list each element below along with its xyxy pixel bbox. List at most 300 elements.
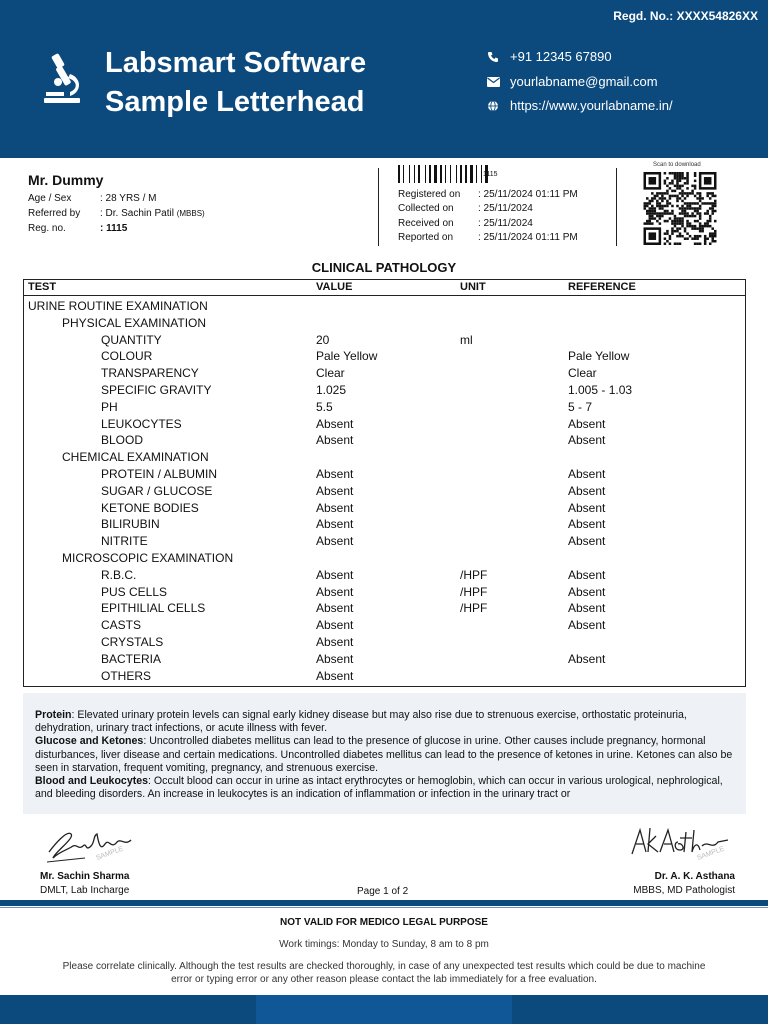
- table-row: [24, 315, 745, 332]
- cell-value: Absent: [316, 618, 354, 633]
- table-row: [24, 651, 745, 668]
- qr-module: [711, 202, 714, 205]
- qr-module: [701, 202, 704, 205]
- qr-module: [699, 212, 702, 215]
- protein-label: Protein: [35, 709, 72, 721]
- qr-module: [686, 202, 689, 205]
- registration-number: Regd. No.: XXXX54826XX: [613, 9, 758, 23]
- date-value: : 25/11/2024 01:11 PM: [478, 232, 578, 244]
- qr-module: [646, 222, 649, 225]
- qr-module: [704, 202, 707, 205]
- cell-test: URINE ROUTINE EXAMINATION: [28, 299, 208, 313]
- qr-module: [704, 212, 707, 215]
- qr-module: [676, 217, 679, 220]
- cell-value: Absent: [316, 651, 354, 666]
- qr-module: [666, 190, 669, 193]
- qr-module: [694, 237, 697, 240]
- qr-module: [669, 217, 672, 220]
- qr-module: [714, 200, 717, 203]
- qr-module: [681, 177, 684, 180]
- qr-module: [649, 215, 652, 218]
- qr-module: [674, 220, 677, 223]
- qr-module: [679, 212, 682, 215]
- glucose-note: [35, 735, 734, 775]
- referred-suffix: (MBBS): [176, 209, 205, 218]
- qr-code[interactable]: [642, 172, 718, 245]
- qr-module: [686, 207, 689, 210]
- qr-module: [681, 235, 684, 238]
- qr-module: [711, 195, 714, 198]
- cell-test: PUS CELLS: [101, 584, 168, 599]
- table-row: [24, 298, 745, 315]
- qr-module: [699, 192, 702, 195]
- table-row: [24, 483, 745, 500]
- qr-module: [711, 240, 714, 243]
- qr-module: [696, 197, 699, 200]
- cell-unit: /HPF: [460, 601, 488, 616]
- age-sex-row: [28, 191, 368, 206]
- barcode-bar: [478, 165, 480, 183]
- qr-module: [709, 220, 712, 223]
- table-row: [24, 516, 745, 533]
- qr-module: [674, 172, 677, 175]
- referred-label: Referred by: [28, 208, 81, 219]
- footer-divider: [0, 900, 768, 906]
- scan-label: Scan to download: [653, 162, 701, 168]
- qr-module: [711, 212, 714, 215]
- date-label: Received on: [398, 217, 454, 229]
- barcode-bar: [465, 165, 467, 183]
- qr-module: [709, 242, 712, 245]
- date-value: : 25/11/2024: [478, 203, 533, 215]
- qr-module: [661, 212, 664, 215]
- cell-reference: Absent: [568, 534, 606, 549]
- cell-test: COLOUR: [101, 349, 153, 364]
- qr-module: [651, 212, 654, 215]
- qr-module: [654, 195, 657, 198]
- qr-module: [709, 197, 712, 200]
- qr-module: [714, 220, 717, 223]
- qr-module: [681, 225, 684, 228]
- qr-module: [711, 227, 714, 230]
- cell-test: LEUKOCYTES: [101, 416, 182, 431]
- watermark-right: SAMPLE: [696, 845, 726, 862]
- left-signatory-title: DMLT, Lab Incharge: [40, 885, 130, 896]
- barcode-bar: [432, 165, 433, 183]
- qr-module: [679, 185, 682, 188]
- patient-name: Mr. Dummy: [28, 172, 104, 188]
- results-table: [23, 279, 746, 687]
- qr-module: [654, 197, 657, 200]
- qr-module: [649, 210, 652, 213]
- referred-value: : Dr. Sachin Patil: [100, 208, 174, 219]
- cell-value: Absent: [316, 584, 354, 599]
- qr-module: [679, 235, 682, 238]
- page-number: Page 1 of 2: [357, 886, 409, 897]
- qr-module: [671, 232, 674, 235]
- qr-module: [654, 207, 657, 210]
- left-signatory-name: Mr. Sachin Sharma: [40, 871, 130, 882]
- cell-reference: Absent: [568, 584, 606, 599]
- qr-module: [676, 222, 679, 225]
- qr-module: [691, 190, 694, 193]
- qr-module: [694, 242, 697, 245]
- qr-module: [659, 222, 662, 225]
- glucose-text: : Uncontrolled diabetes mellitus can lead to the presence of glucose in urine. Other causes include pregnancy, hormonal disturbances, liver disease and certain medications. Uncontrolled diabetes mellitus can lead to the presence of ketones in urine. Ketones can also be seen in starvation, frequent vomiting, pregnancy, and strenuous exercise.: [35, 735, 733, 774]
- qr-module: [709, 202, 712, 205]
- age-sex-value: : 28 YRS / M: [100, 193, 157, 204]
- qr-module: [706, 202, 709, 205]
- qr-module: [664, 182, 667, 185]
- qr-module: [699, 242, 702, 245]
- qr-module: [676, 177, 679, 180]
- cell-reference: Absent: [568, 500, 606, 515]
- qr-module: [689, 205, 692, 208]
- qr-module: [704, 222, 707, 225]
- qr-module: [676, 205, 679, 208]
- cell-value: Absent: [316, 567, 354, 582]
- qr-module: [706, 225, 709, 228]
- qr-module: [696, 242, 699, 245]
- qr-module: [681, 175, 684, 178]
- qr-module: [714, 202, 717, 205]
- qr-module: [684, 227, 687, 230]
- qr-module: [656, 212, 659, 215]
- qr-module: [676, 220, 679, 223]
- qr-module: [651, 197, 654, 200]
- contact-phone: [484, 49, 612, 64]
- table-row: [24, 365, 745, 382]
- qr-module: [694, 202, 697, 205]
- barcode-bar: [398, 165, 400, 183]
- qr-module: [686, 180, 689, 183]
- qr-module: [684, 207, 687, 210]
- qr-module: [656, 200, 659, 203]
- qr-module: [679, 197, 682, 200]
- cell-test: KETONE BODIES: [101, 500, 199, 515]
- qr-module: [649, 220, 652, 223]
- cell-value: 5.5: [316, 399, 333, 414]
- qr-module: [676, 180, 679, 183]
- qr-module: [701, 227, 704, 230]
- qr-module: [674, 215, 677, 218]
- qr-module: [661, 195, 664, 198]
- cell-value: Absent: [316, 467, 354, 481]
- qr-module: [701, 197, 704, 200]
- qr-module: [681, 195, 684, 198]
- blood-label: Blood and Leukocytes: [35, 775, 149, 788]
- qr-module: [676, 235, 679, 238]
- reg-value: : 1115: [100, 223, 128, 234]
- qr-module: [659, 205, 662, 208]
- qr-module: [699, 235, 702, 238]
- qr-module: [699, 222, 702, 225]
- qr-module: [686, 182, 689, 185]
- qr-module: [681, 212, 684, 215]
- qr-module: [659, 202, 662, 205]
- qr-module: [649, 202, 652, 205]
- table-row: [24, 550, 745, 567]
- qr-module: [676, 195, 679, 198]
- cell-test: BACTERIA: [101, 651, 162, 666]
- qr-module: [706, 222, 709, 225]
- qr-module: [659, 192, 662, 195]
- table-row: [24, 600, 745, 617]
- qr-module: [706, 220, 709, 223]
- qr-module: [646, 210, 649, 213]
- qr-module: [704, 242, 707, 245]
- qr-module: [671, 182, 674, 185]
- referred-row: [28, 206, 368, 221]
- qr-module: [681, 210, 684, 213]
- qr-module: [661, 192, 664, 195]
- qr-module: [651, 215, 654, 218]
- protein-text: : Elevated urinary protein levels can signal early kidney disease but may also rise due to strenuous exercise, orthostatic proteinuria, dehydration, urinary tract infections, or acute illness with fever.: [35, 709, 687, 735]
- barcode-bar: [468, 165, 469, 183]
- qr-module: [679, 222, 682, 225]
- cell-test: BLOOD: [101, 433, 144, 448]
- barcode-bar: [434, 165, 437, 183]
- footer-divider-thin: [0, 907, 768, 908]
- cell-test: CASTS: [101, 618, 142, 633]
- qr-module: [691, 192, 694, 195]
- qr-module: [651, 200, 654, 203]
- qr-module: [659, 197, 662, 200]
- cell-unit: ml: [460, 332, 473, 347]
- cell-value: Absent: [316, 635, 354, 649]
- disclaimer: Please correlate clinically. Although the test results are checked thoroughly, in case of any unexpected test results which could be due to machine error or typing error or any other reason please contact the lab immediately for a free evaluation.: [62, 961, 706, 985]
- barcode-bar: [476, 165, 477, 183]
- qr-module: [686, 225, 689, 228]
- barcode-bar: [421, 165, 424, 183]
- qr-module: [664, 237, 667, 240]
- age-sex-label: Age / Sex: [28, 193, 72, 204]
- barcode-bar: [445, 165, 446, 183]
- qr-module: [696, 212, 699, 215]
- mail-icon: [484, 75, 502, 89]
- barcode-bar: [427, 165, 428, 183]
- cell-test: R.B.C.: [101, 567, 137, 582]
- qr-module: [679, 207, 682, 210]
- cell-reference: Absent: [568, 618, 606, 633]
- barcode-bar: [470, 165, 473, 183]
- qr-module: [684, 202, 687, 205]
- qr-module: [691, 212, 694, 215]
- qr-module: [669, 197, 672, 200]
- website-text: https://www.yourlabname.in/: [510, 98, 673, 113]
- qr-module: [661, 207, 664, 210]
- qr-module: [664, 197, 667, 200]
- qr-module: [669, 172, 672, 175]
- qr-module: [706, 212, 709, 215]
- divider-left: [378, 168, 379, 246]
- qr-module: [681, 172, 684, 175]
- table-row: [24, 533, 745, 550]
- work-timings: Work timings: Monday to Sunday, 8 am to 8 pm: [279, 939, 489, 950]
- cell-reference: Absent: [568, 433, 606, 448]
- qr-module: [656, 202, 659, 205]
- qr-module: [674, 175, 677, 178]
- qr-module: [669, 202, 672, 205]
- date-label: Registered on: [398, 188, 461, 200]
- qr-module: [704, 225, 707, 228]
- cell-test: SPECIFIC GRAVITY: [101, 383, 212, 397]
- qr-module: [649, 177, 657, 185]
- qr-module: [664, 220, 667, 223]
- qr-module: [644, 222, 647, 225]
- cell-unit: /HPF: [460, 584, 488, 599]
- qr-module: [671, 172, 674, 175]
- qr-module: [694, 207, 697, 210]
- qr-module: [694, 220, 697, 223]
- table-row: [24, 668, 745, 685]
- qr-module: [659, 212, 662, 215]
- qr-module: [669, 182, 672, 185]
- lab-title-line2: Sample Letterhead: [105, 86, 365, 118]
- barcode-bar: [405, 165, 408, 183]
- table-row: [24, 567, 745, 584]
- barcode: [398, 165, 492, 183]
- dates-block: [398, 187, 578, 245]
- qr-module: [699, 197, 702, 200]
- cell-reference: Clear: [568, 366, 597, 381]
- qr-module: [679, 180, 682, 183]
- qr-module: [661, 205, 664, 208]
- qr-module: [686, 215, 689, 218]
- qr-module: [654, 210, 657, 213]
- glucose-label: Glucose and Ketones: [35, 735, 144, 748]
- signature-left: [45, 822, 135, 866]
- qr-module: [684, 177, 687, 180]
- qr-module: [714, 205, 717, 208]
- qr-module: [674, 177, 677, 180]
- qr-module: [714, 232, 717, 235]
- qr-module: [646, 212, 649, 215]
- qr-module: [671, 210, 674, 213]
- qr-module: [666, 220, 669, 223]
- qr-module: [684, 182, 687, 185]
- qr-module: [681, 217, 684, 220]
- qr-module: [684, 215, 687, 218]
- qr-module: [691, 202, 694, 205]
- barcode-bar: [429, 165, 431, 183]
- qr-module: [654, 217, 657, 220]
- qr-module: [661, 215, 664, 218]
- cell-test: BILIRUBIN: [101, 517, 160, 532]
- qr-module: [676, 230, 679, 233]
- qr-module: [714, 230, 717, 233]
- barcode-bar: [416, 165, 417, 183]
- qr-module: [674, 195, 677, 198]
- qr-module: [679, 242, 682, 245]
- cell-unit: /HPF: [460, 567, 488, 582]
- header-unit: UNIT: [460, 281, 486, 293]
- cell-test: CHEMICAL EXAMINATION: [62, 450, 209, 465]
- cell-test: PH: [101, 399, 118, 414]
- qr-module: [649, 200, 652, 203]
- qr-module: [649, 222, 652, 225]
- cell-test: TRANSPARENCY: [101, 366, 199, 381]
- qr-module: [706, 210, 709, 213]
- qr-module: [671, 227, 674, 230]
- qr-module: [681, 192, 684, 195]
- signature-right: [628, 822, 734, 866]
- qr-module: [694, 215, 697, 218]
- qr-module: [694, 235, 697, 238]
- date-label: Collected on: [398, 203, 454, 215]
- qr-module: [651, 207, 654, 210]
- barcode-bar: [460, 165, 462, 183]
- qr-module: [664, 205, 667, 208]
- qr-module: [711, 192, 714, 195]
- email-text: yourlabname@gmail.com: [510, 74, 658, 89]
- date-row: [398, 231, 578, 246]
- qr-module: [696, 235, 699, 238]
- table-row: [24, 382, 745, 399]
- qr-module: [691, 207, 694, 210]
- barcode-bar: [463, 165, 464, 183]
- lab-title: [105, 44, 366, 122]
- qr-module: [664, 172, 667, 175]
- qr-module: [659, 217, 662, 220]
- protein-note: [35, 709, 734, 735]
- qr-module: [671, 190, 674, 193]
- section-title: CLINICAL PATHOLOGY: [311, 260, 457, 275]
- qr-module: [681, 185, 684, 188]
- cell-value: Absent: [316, 668, 354, 683]
- qr-module: [656, 215, 659, 218]
- qr-module: [669, 212, 672, 215]
- qr-module: [671, 195, 674, 198]
- barcode-bar: [438, 165, 439, 183]
- cell-reference: Absent: [568, 567, 606, 582]
- date-value: : 25/11/2024 01:11 PM: [478, 188, 578, 200]
- qr-module: [651, 217, 654, 220]
- qr-module: [689, 225, 692, 228]
- qr-module: [646, 202, 649, 205]
- qr-module: [651, 205, 654, 208]
- qr-module: [679, 177, 682, 180]
- header-value: VALUE: [316, 281, 353, 293]
- footer-bar-accent: [256, 995, 512, 1024]
- qr-module: [686, 175, 689, 178]
- qr-module: [669, 242, 672, 245]
- patient-info: [28, 172, 368, 236]
- qr-module: [656, 220, 659, 223]
- qr-module: [711, 237, 714, 240]
- qr-module: [704, 177, 712, 185]
- qr-module: [659, 207, 662, 210]
- qr-module: [679, 227, 682, 230]
- table-row: [24, 416, 745, 433]
- cell-test: OTHERS: [101, 668, 152, 683]
- qr-module: [676, 175, 679, 178]
- qr-module: [699, 207, 702, 210]
- qr-module: [711, 207, 714, 210]
- qr-module: [649, 217, 652, 220]
- qr-module: [644, 205, 647, 208]
- qr-module: [694, 225, 697, 228]
- qr-module: [646, 205, 649, 208]
- qr-module: [676, 182, 679, 185]
- qr-module: [674, 217, 677, 220]
- qr-module: [709, 225, 712, 228]
- qr-module: [694, 187, 697, 190]
- qr-module: [699, 205, 702, 208]
- qr-module: [704, 235, 707, 238]
- table-row: [24, 617, 745, 634]
- cell-reference: Pale Yellow: [568, 349, 630, 364]
